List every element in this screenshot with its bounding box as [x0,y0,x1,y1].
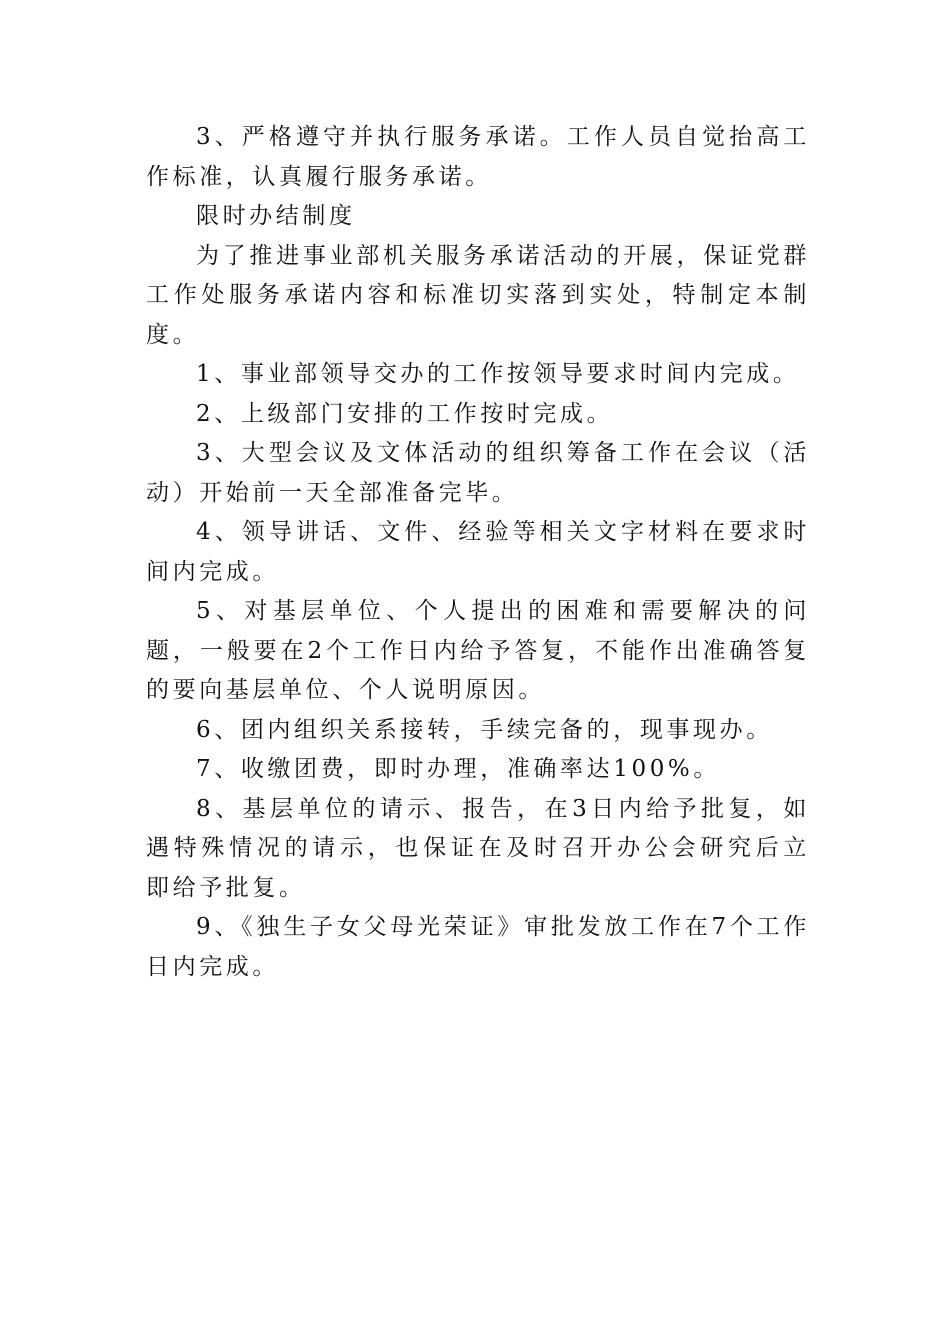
rule-item-4: 4、领导讲话、文件、经验等相关文字材料在要求时间内完成。 [146,519,810,585]
section-heading: 限时办结制度 [196,203,356,229]
rule-item-6: 6、团内组织关系接转，手续完备的，现事现办。 [196,716,773,743]
rule-item-5: 5、对基层单位、个人提出的困难和需要解决的问题，一般要在2个工作日内给予答复，不能作出准确答复的要向基层单位、个人说明原因。 [146,598,810,703]
rule-item-3: 3、大型会议及文体活动的组织筹备工作在会议（活动）开始前一天全部准备完毕。 [146,440,810,506]
paragraph-item-3-service-commitment: 3、严格遵守并执行服务承诺。工作人员自觉抬高工作标准，认真履行服务承诺。 [146,124,810,190]
rule-item-1: 1、事业部领导交办的工作按领导要求时间内完成。 [196,361,800,387]
rule-item-7: 7、收缴团费，即时办理，准确率达100%。 [196,756,720,782]
rule-item-8: 8、基层单位的请示、报告，在3日内给予批复，如遇特殊情况的请示，也保证在及时召开办公会研究后立即给予批复。 [146,795,810,901]
intro-paragraph: 为了推进事业部机关服务承诺活动的开展，保证党群工作处服务承诺内容和标准切实落到实处，特制定本制度。 [146,242,810,348]
rule-item-2: 2、上级部门安排的工作按时完成。 [196,400,614,427]
rule-item-9: 9、《独生子女父母光荣证》审批发放工作在7个工作日内完成。 [146,914,810,980]
document-body [146,118,810,987]
